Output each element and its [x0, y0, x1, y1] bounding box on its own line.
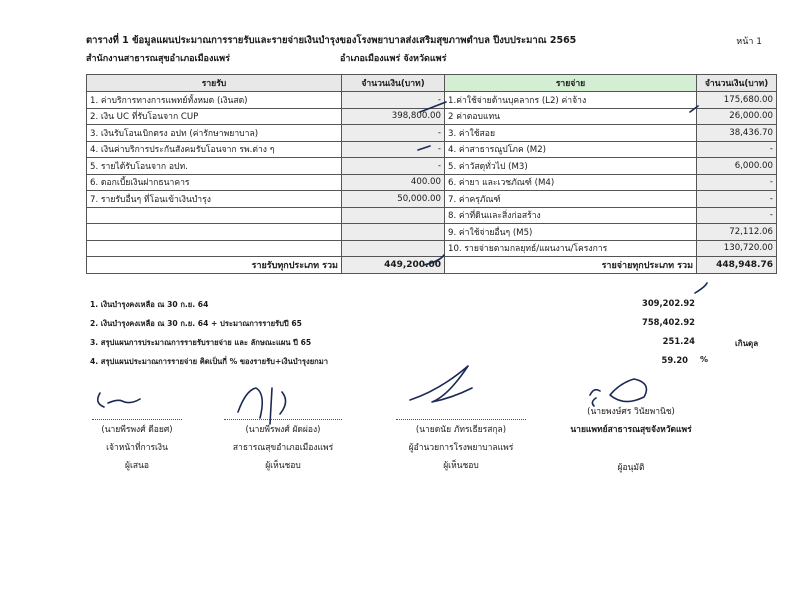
expense-item: 7. ค่าครุภัณฑ์ [445, 191, 697, 208]
signer-1-role: ผู้เสนอ [125, 461, 149, 471]
signature-block-4 [556, 404, 706, 474]
signer-4-position: นายแพทย์สาธารณสุขจังหวัดแพร่ [570, 425, 692, 435]
expense-total-amount: 448,948.76 [697, 257, 777, 274]
income-item: 2. เงิน UC ที่รับโอนจาก CUP [87, 108, 342, 125]
expense-amount: 26,000.00 [697, 108, 777, 125]
income-item: 4. เงินค่าบริการประกันสังคมรับโอนจาก รพ.ต่าง ๆ [87, 141, 342, 158]
office-name: สำนักงานสาธารณสุขอำเภอเมืองแพร่ [86, 54, 230, 64]
signature-4-scribble [590, 379, 646, 406]
expense-item: 2 ค่าตอบแทน [445, 108, 697, 125]
summary-value-4: 59.20 [661, 355, 688, 365]
summary-label-2: 2. เงินบำรุงคงเหลือ ณ 30 ก.ย. 64 + ประมาณการรายรับปี 65 [90, 319, 302, 328]
income-item: 5. รายได้รับโอนจาก อปท. [87, 158, 342, 175]
income-amount: 398,800.00 [342, 108, 445, 125]
income-item: 1. ค่าบริการทางการแพทย์ทั้งหมด (เงินสด) [87, 92, 342, 109]
income-amount: - [342, 125, 445, 142]
expense-item: 5. ค่าวัสดุทั่วไป (M3) [445, 158, 697, 175]
income-header: รายรับ [87, 75, 342, 92]
signature-block-1 [92, 418, 182, 472]
income-amount: - [342, 92, 445, 109]
signer-4-role: ผู้อนุมัติ [617, 463, 645, 473]
district-name: อำเภอเมืองแพร่ จังหวัดแพร่ [340, 54, 447, 64]
signer-1-position: เจ้าหน้าที่การเงิน [106, 443, 168, 453]
expense-amount: 130,720.00 [697, 240, 777, 257]
summary-value-1: 309,202.92 [642, 298, 695, 308]
income-amount-header: จำนวนเงิน(บาท) [342, 75, 445, 92]
income-item: 3. เงินรับโอนเบิกตรง อปท (ค่ารักษาพยาบาล) [87, 125, 342, 142]
income-total-label: รายรับทุกประเภท รวม [87, 257, 342, 274]
summary-value-2: 758,402.92 [642, 317, 695, 327]
correction-marks [418, 102, 707, 293]
signer-3-role: ผู้เห็นชอบ [443, 461, 479, 471]
income-amount: 400.00 [342, 174, 445, 191]
signature-block-2 [224, 418, 342, 472]
expense-item: 10. รายจ่ายตามกลยุทธ์/แผนงาน/โครงการ [445, 240, 697, 257]
signer-3-position: ผู้อำนวยการโรงพยาบาลแพร่ [408, 443, 514, 453]
expense-amount: 72,112.06 [697, 224, 777, 241]
expense-amount: 6,000.00 [697, 158, 777, 175]
income-amount: 50,000.00 [342, 191, 445, 208]
expense-amount: 175,680.00 [697, 92, 777, 109]
signer-2-name: (นายพีรพงศ์ ผัดผ่อง) [245, 425, 321, 435]
expense-item: 8. ค่าที่ดินและสิ่งก่อสร้าง [445, 207, 697, 224]
income-amount: - [342, 141, 445, 158]
expense-total-label: รายจ่ายทุกประเภท รวม [445, 257, 697, 274]
summary-unit-3: เกินดุล [735, 339, 759, 348]
summary-label-4: 4. สรุปแผนประมาณการรายจ่าย คิดเป็นกี่ % ของรายรับ+เงินบำรุงยกมา [90, 357, 329, 366]
signer-2-position: สาธารณสุขอำเภอเมืองแพร่ [232, 443, 334, 453]
document-title: ตารางที่ 1 ข้อมูลแผนประมาณการรายรับและรายจ่ายเงินบำรุงของโรงพยาบาลส่งเสริมสุขภาพตำบล ปีงบประมาณ 2565 [86, 35, 577, 46]
summary-label-1: 1. เงินบำรุงคงเหลือ ณ 30 ก.ย. 64 [90, 300, 209, 309]
income-item: 6. ดอกเบี้ยเงินฝากธนาคาร [87, 174, 342, 191]
expense-amount: 38,436.70 [697, 125, 777, 142]
signer-3-name: (นายดนัย ภัทรเธียรสกุล) [415, 425, 507, 435]
signer-1-name: (นายพีรพงศ์ ดีอยศ) [101, 425, 173, 435]
signer-4-name: (นายพงษ์ศร วินัยพานิช) [587, 407, 675, 417]
expense-item: 9. ค่าใช้จ่ายอื่นๆ (M5) [445, 224, 697, 241]
signer-2-role: ผู้เห็นชอบ [265, 461, 301, 471]
signature-3-scribble [410, 366, 472, 402]
signature-line [92, 418, 182, 420]
signature-1-scribble [98, 393, 140, 407]
signature-line [396, 418, 526, 420]
expense-amount: - [697, 141, 777, 158]
income-total-amount: 449,200.00 [342, 257, 445, 274]
signature-block-3 [396, 418, 526, 472]
expense-amount: - [697, 174, 777, 191]
expense-item: 6. ค่ายา และเวชภัณฑ์ (M4) [445, 174, 697, 191]
summary-label-3: 3. สรุปแผนการประมาณการรายรับรายจ่าย และ ลักษณะแผน ปี 65 [90, 338, 312, 347]
expense-amount-header: จำนวนเงิน(บาท) [697, 75, 777, 92]
income-amount: - [342, 158, 445, 175]
expense-amount: - [697, 191, 777, 208]
signature-line [224, 418, 342, 420]
expense-header: รายจ่าย [445, 75, 697, 92]
expense-item: 1.ค่าใช้จ่ายด้านบุคลากร (L2) ค่าจ้าง [445, 92, 697, 109]
expense-amount: - [697, 207, 777, 224]
income-item: 7. รายรับอื่นๆ ที่โอนเข้าเงินบำรุง [87, 191, 342, 208]
summary-unit-4: % [700, 355, 709, 364]
expense-item: 4. ค่าสาธารณูปโภค (M2) [445, 141, 697, 158]
summary-value-3: 251.24 [662, 336, 695, 346]
expense-item: 3. ค่าใช้สอย [445, 125, 697, 142]
page-number: หน้า 1 [736, 37, 762, 47]
